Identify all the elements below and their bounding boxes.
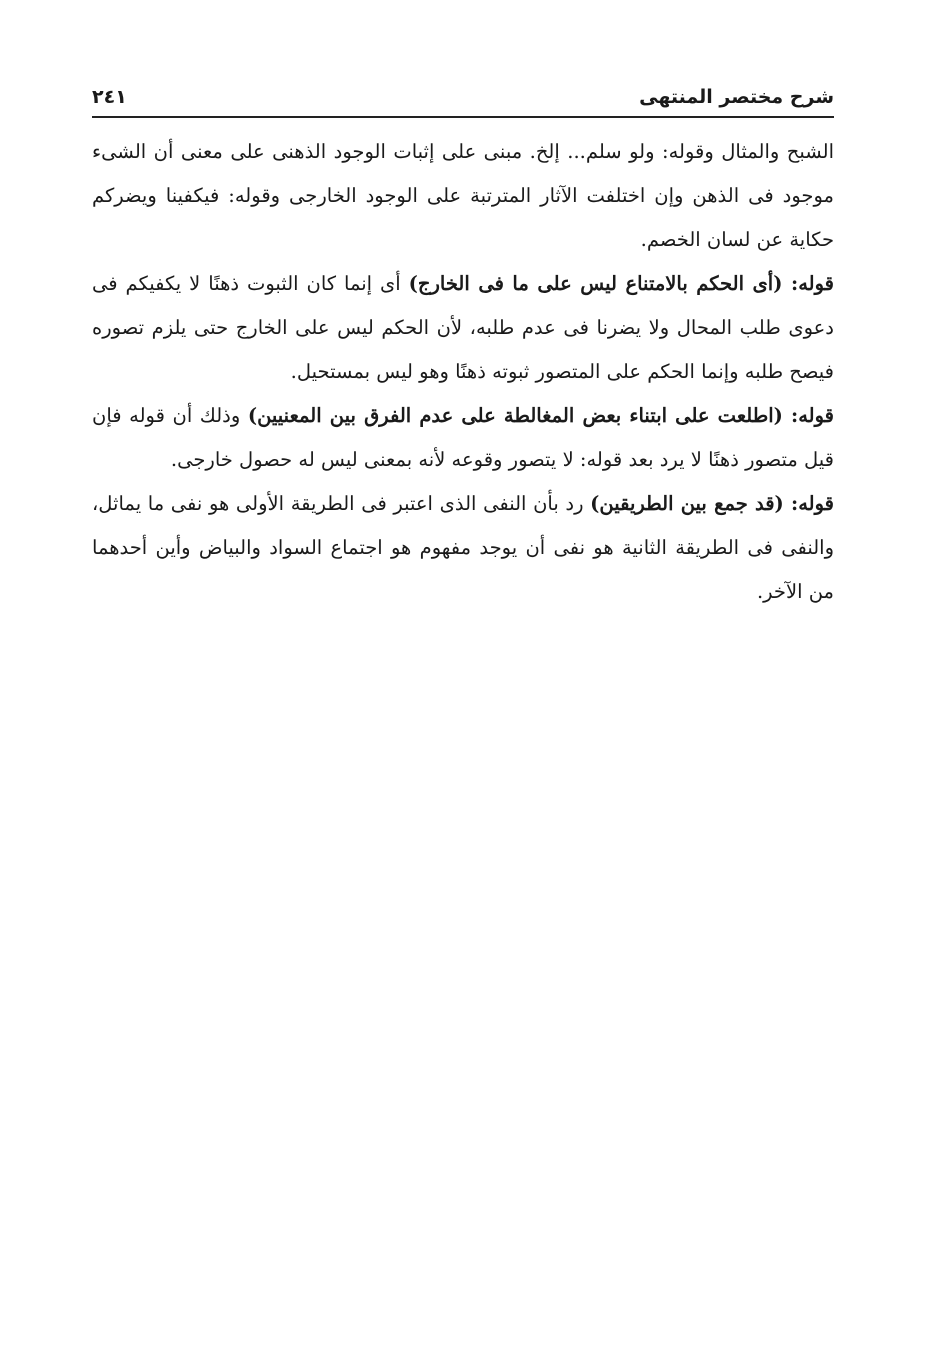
paragraph-text: الشبح والمثال وقوله: ولو سلم... إلخ. مبنى على إثبات الوجود الذهنى على معنى أن الشىء موجود فى الذهن وإن اختلفت الآثار المترتبة على الوجود الخارجى وقوله: فيكفينا ويضركم حكاية عن لسان الخصم. bbox=[92, 140, 834, 251]
running-header bbox=[92, 82, 834, 116]
page-number: ٢٤١ bbox=[92, 86, 127, 108]
paragraph-4 bbox=[92, 482, 834, 614]
paragraph-3 bbox=[92, 394, 834, 482]
paragraph-1 bbox=[92, 130, 834, 262]
paragraph-text: رد بأن النفى الذى اعتبر فى الطريقة الأولى هو نفى ما يماثل، والنفى فى الطريقة الثانية هو نفى أن يوجد مفهوم هو اجتماع السواد والبياض وأين أحدهما من الآخر. bbox=[92, 492, 834, 603]
paragraph-lemma: قوله: (قد جمع بين الطريقين) bbox=[590, 492, 834, 515]
paragraph-2 bbox=[92, 262, 834, 394]
paragraph-text: وذلك أن قوله فإن قيل متصور ذهنًا لا يرد بعد قوله: لا يتصور وقوعه لأنه بمعنى ليس له حصول خارجى. bbox=[92, 404, 834, 471]
book-title: شرح مختصر المنتهى bbox=[639, 86, 834, 108]
paragraph-text: أى إنما كان الثبوت ذهنًا لا يكفيكم فى دعوى طلب المحال ولا يضرنا فى عدم طلبه، لأن الحكم ليس على الخارج حتى يلزم تصوره فيصح طلبه وإنما الحكم على المتصور ثبوته ذهنًا وهو ليس بمستحيل. bbox=[92, 272, 834, 383]
paragraph-lemma: قوله: (أى الحكم بالامتناع ليس على ما فى الخارج) bbox=[408, 272, 834, 295]
body-text bbox=[92, 130, 834, 614]
header-rule bbox=[92, 116, 834, 118]
paragraph-lemma: قوله: (اطلعت على ابتناء بعض المغالطة على عدم الفرق بين المعنيين) bbox=[247, 404, 834, 427]
document-page bbox=[92, 82, 834, 614]
